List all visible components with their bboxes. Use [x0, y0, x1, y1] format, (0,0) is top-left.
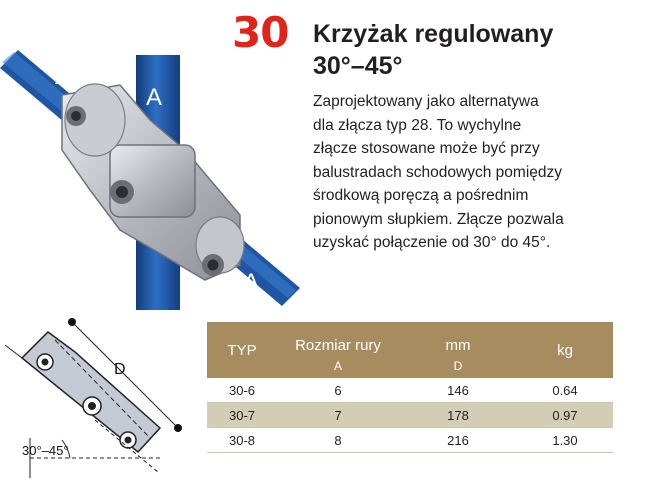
fitting-outline: [22, 332, 160, 452]
description-line: środkową poręczą a pośrednim: [313, 187, 529, 204]
photo-label-a: A: [243, 269, 260, 296]
cell-typ: 30-8: [228, 432, 256, 448]
col-subheader-d: D: [453, 359, 463, 373]
photo-label-a: A: [146, 84, 163, 111]
col-header-kg: kg: [557, 341, 573, 359]
product-number: 30: [232, 8, 289, 57]
product-description: [313, 90, 613, 255]
product-title: [313, 18, 553, 82]
col-subheader-a: A: [333, 359, 342, 373]
cell-kg: 0.64: [552, 382, 578, 398]
cell-kg: 1.30: [552, 432, 578, 448]
dimension-label: D: [114, 361, 126, 378]
photo-label-a: A: [55, 63, 72, 90]
cell-mm: 216: [447, 432, 469, 448]
description-line: uzyskać połączenie od 30° do 45°.: [313, 234, 551, 251]
cell-typ: 30-6: [228, 382, 256, 398]
description-line: Zaprojektowany jako alternatywa: [313, 93, 539, 110]
angle-label: 30°–45°: [22, 443, 69, 458]
cell-kg: 0.97: [552, 407, 578, 423]
title-line: 30°–45°: [313, 52, 403, 80]
description-line: złącze stosowane może być przy: [313, 140, 540, 157]
cell-typ: 30-7: [228, 407, 256, 423]
cell-mm: 178: [447, 407, 469, 423]
description-line: balustradach schodowych pomiędzy: [313, 163, 562, 181]
spec-table: [207, 322, 613, 453]
cell-pipe-size: 6: [334, 382, 342, 398]
cell-pipe-size: 8: [334, 432, 342, 448]
technical-diagram: [0, 310, 200, 480]
table-row: [207, 428, 613, 453]
col-header-pipe-size: Rozmiar rury: [295, 337, 381, 354]
title-line: Krzyżak regulowany: [313, 20, 554, 48]
description-line: dla złącza typ 28. To wychylne: [313, 116, 522, 134]
description-line: pionowym słupkiem. Złącze pozwala: [313, 210, 564, 228]
table-header-row: [207, 322, 613, 354]
cell-mm: 146: [447, 382, 469, 398]
col-header-mm: mm: [445, 337, 471, 354]
table-row: [207, 403, 613, 428]
cell-pipe-size: 7: [334, 407, 342, 423]
table-row: [207, 378, 613, 403]
col-header-typ: TYP: [227, 341, 257, 359]
